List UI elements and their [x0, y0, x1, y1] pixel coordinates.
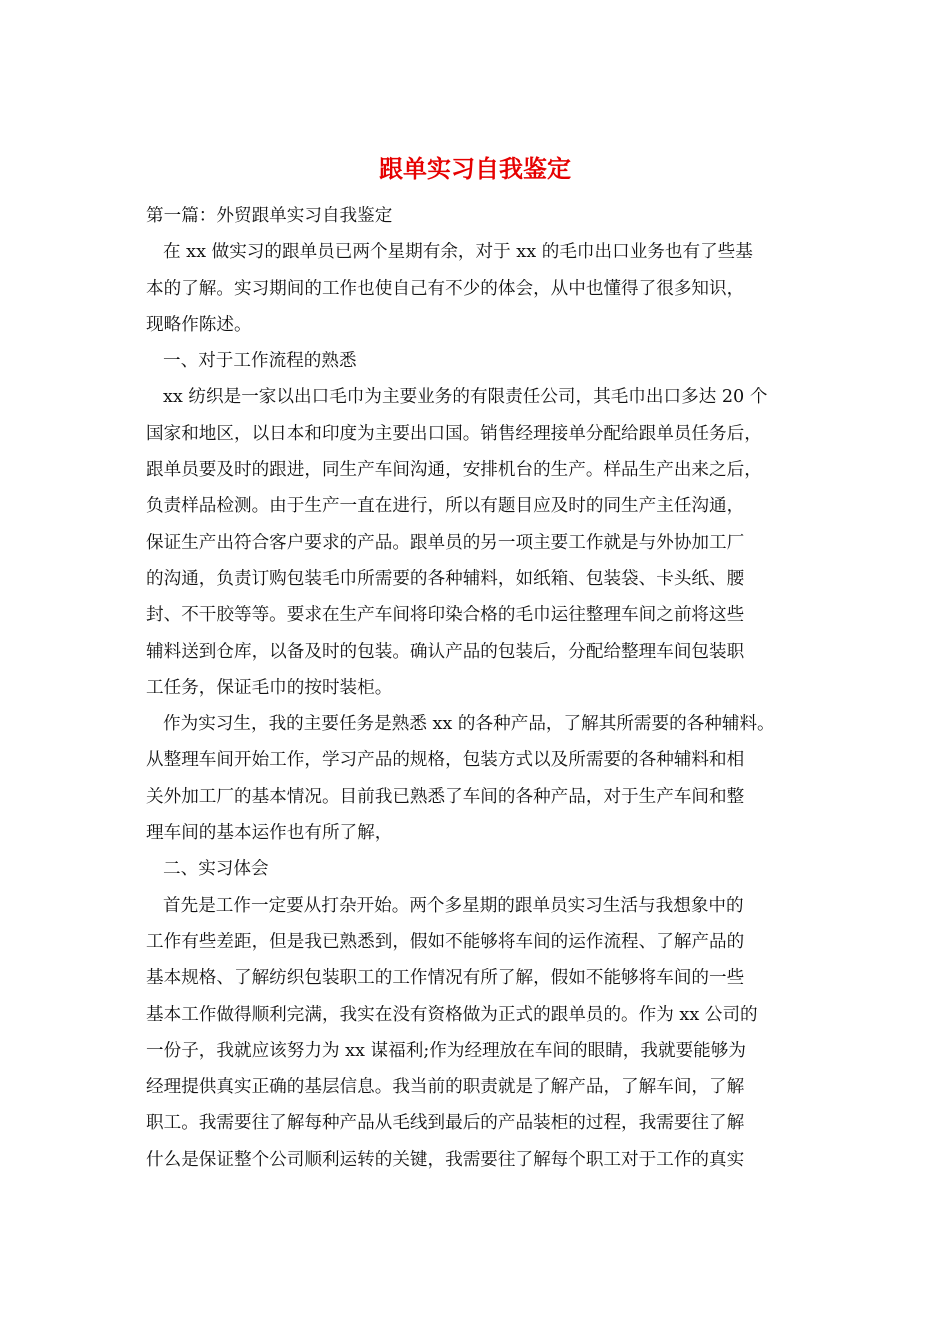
text-line: 本的了解。实习期间的工作也使自己有不少的体会，从中也懂得了很多知识， — [146, 278, 745, 299]
text-line: 国家和地区，以日本和印度为主要出口国。销售经理接单分配给跟单员任务后， — [146, 423, 762, 444]
text-line: 经理提供真实正确的基层信息。我当前的职责就是了解产品，了解车间，了解 — [146, 1077, 745, 1098]
document-body — [146, 198, 811, 1178]
text-line: 一、对于工作流程的熟悉 — [163, 351, 357, 372]
text-line: 二、实习体会 — [163, 859, 269, 880]
text-line: 辅料送到仓库，以备及时的包装。确认产品的包装后，分配给整理车间包装职 — [146, 641, 745, 662]
text-line: 工任务，保证毛巾的按时装柜。 — [146, 677, 393, 698]
text-line: 负责样品检测。由于生产一直在进行，所以有题目应及时的同生产主任沟通， — [146, 496, 745, 517]
text-line: 作为实习生，我的主要任务是熟悉 xx 的各种产品，了解其所需要的各种辅料。 — [163, 714, 775, 735]
text-line: 基本工作做得顺利完满，我实在没有资格做为正式的跟单员的。作为 xx 公司的 — [146, 1004, 758, 1025]
document-title: 跟单实习自我鉴定 — [379, 154, 571, 183]
text-line: 理车间的基本运作也有所了解， — [146, 823, 393, 844]
text-line: 保证生产出符合客户要求的产品。跟单员的另一项主要工作就是与外协加工厂 — [146, 532, 745, 553]
text-line: 在 xx 做实习的跟单员已两个星期有余，对于 xx 的毛巾出口业务也有了些基 — [163, 242, 753, 263]
text-line: 职工。我需要往了解每种产品从毛线到最后的产品装柜的过程，我需要往了解 — [146, 1113, 745, 1134]
text-line: 一份子，我就应该努力为 xx 谋福利;作为经理放在车间的眼睛，我就要能够为 — [146, 1040, 746, 1061]
text-line: 跟单员要及时的跟进，同生产车间沟通，安排机台的生产。样品生产出来之后， — [146, 460, 762, 481]
text-line: 现略作陈述。 — [146, 314, 252, 335]
text-line: 工作有些差距，但是我已熟悉到，假如不能够将车间的运作流程、了解产品的 — [146, 931, 745, 952]
text-line: 首先是工作一定要从打杂开始。两个多星期的跟单员实习生活与我想象中的 — [163, 895, 744, 916]
text-line: 封、不干胶等等。要求在生产车间将印染合格的毛巾运往整理车间之前将这些 — [146, 605, 745, 626]
text-line: 第一篇：外贸跟单实习自我鉴定 — [146, 206, 393, 226]
text-line: 什么是保证整个公司顺利运转的关键，我需要往了解每个职工对于工作的真实 — [146, 1149, 745, 1170]
text-line: 的沟通，负责订购包装毛巾所需要的各种辅料，如纸箱、包装袋、卡头纸、腰 — [146, 568, 745, 589]
text-line: 从整理车间开始工作，学习产品的规格，包装方式以及所需要的各种辅料和相 — [146, 750, 745, 771]
text-line: xx 纺织是一家以出口毛巾为主要业务的有限责任公司，其毛巾出口多达 20 个 — [163, 387, 768, 408]
text-line: 关外加工厂的基本情况。目前我已熟悉了车间的各种产品，对于生产车间和整 — [146, 786, 745, 807]
text-line: 基本规格、了解纺织包装职工的工作情况有所了解，假如不能够将车间的一些 — [146, 968, 745, 989]
